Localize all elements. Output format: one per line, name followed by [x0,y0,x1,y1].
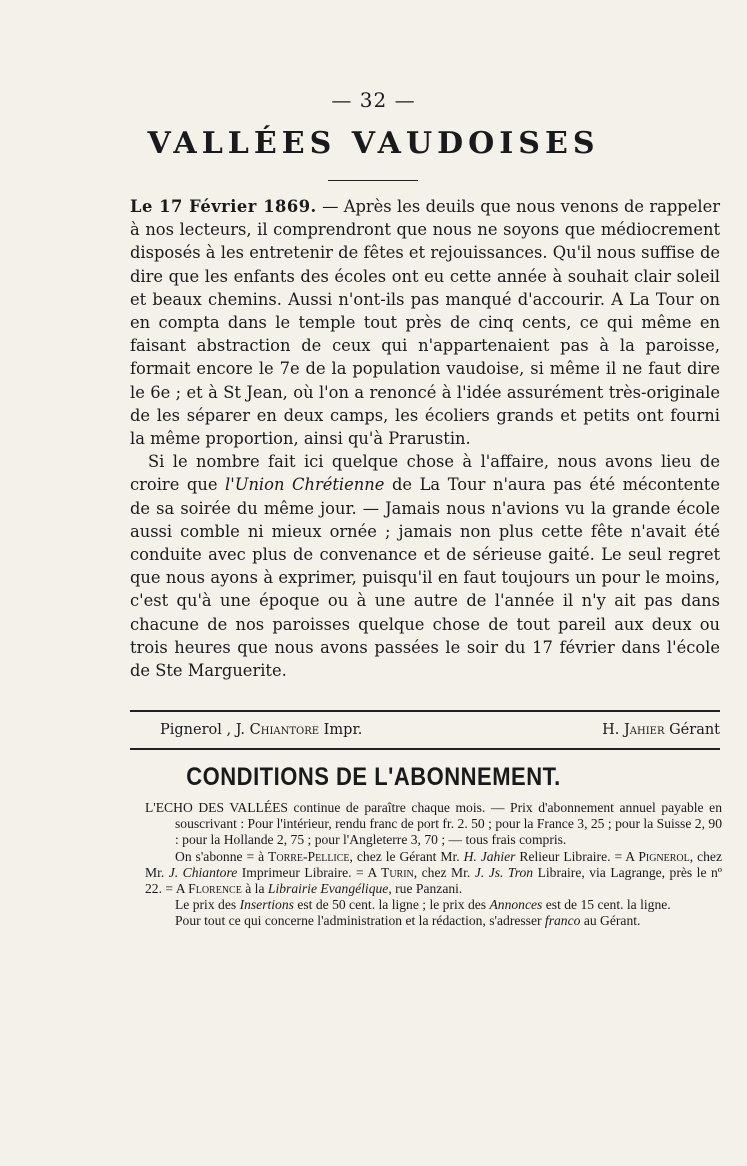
page-number: — 32 — [331,88,416,112]
cond2-chiantore: J. Chiantore [168,864,238,880]
manager-name: Jahier [623,722,665,738]
manager-suffix: Gérant [664,722,720,738]
conditions-paragraph-4 [145,913,722,929]
cond2-libr: Librairie Evangélique [267,881,389,897]
article-dateline: Le 17 Février 1869. [130,197,317,216]
imprint-line [160,722,720,738]
cond2-e: Imprimeur Libraire. = A [237,864,382,880]
section-title: VALLÉES VAUDOISES [147,126,600,161]
article-paragraph-1 [130,195,720,450]
article-paragraph-1-text: — Après les deuils que nous venons de rappeler à nos lecteurs, il comprendront que nous ne soyons que médiocrement disposés à les entretenir de fêtes et rejouissances. Qu'il nous suffise de dire que les enfants des écoles ont eu cette année à souhait clair soleil et beaux chemins. Aussi n'ont-ils pas manqué d'accourir. A La Tour on en compta dans le temple tout près de cinq cents, ce qui même en faisant abstraction de ceux qui n'appartenaient pas à la paroisse, formait encore le 7e de la population vaudoise, si même il ne faut dire le 6e ; et à St Jean, où l'on a renoncé à l'idée assurément très-originale de les séparer en deux camps, les écoliers grands et petits ont fourni la même proportion, ainsi qu'à Prarustin. [130,197,720,449]
footer-rule-top [130,710,720,712]
cond2-g: Libraire, via Lagrange, près le nº 22. = A [145,864,722,897]
cond2-f: , chez Mr. [413,864,475,880]
cond2-d: , chez Mr. [145,848,722,880]
cond4-a: Pour tout ce qui concerne l'administration et la rédaction, s'adresser [175,913,545,929]
printer-prefix: Pignerol , J. [160,722,250,738]
cond3-annonces: Annonces [489,897,543,913]
cond3-insertions: Insertions [239,897,294,913]
cond2-c: Relieur Libraire. = A [515,848,639,864]
cond4-b: au Gérant. [580,913,641,929]
cond2-florence: Florence [188,881,242,897]
article-paragraph-2 [130,450,720,682]
title-divider [328,180,418,181]
cond4-franco: franco [544,913,581,929]
cond2-tron: J. Js. Tron [474,864,534,880]
cond2-h: à la [241,881,268,897]
cond3-b: est de 50 cent. la ligne ; le prix des [293,897,490,913]
manager-prefix: H. [602,722,624,738]
cond2-a: On s'abonne = à [175,848,269,864]
cond2-turin: Turin [381,864,414,880]
footer-rule-bottom [130,748,720,750]
cond2-torre: Torre-Pellice [268,848,350,864]
manager-credit [602,722,720,738]
cond2-jahier: H. Jahier [463,848,516,864]
cond2-pignerol: Pignerol [638,848,690,864]
union-chretienne-title: l'Union Chrétienne [225,475,385,495]
conditions-title: CONDITIONS DE L'ABONNEMENT. [186,762,561,791]
printer-credit [160,722,362,738]
cond3-a: Le prix des [175,897,240,913]
cond2-b: , chez le Gérant Mr. [349,848,464,864]
printer-name: Chiantore [249,722,320,738]
article-paragraph-2-text-b: de La Tour n'aura pas été mécontente de sa soirée du même jour. — Jamais nous n'avions vu la grande école aussi comble ni mieux ornée ; jamais non plus cette fête n'avait été conduite avec plus de convenance et de sérieuse gaité. Le seul regret que nous ayons à exprimer, puisqu'il en faut toujours un pour le moins, c'est qu'à une époque ou à une autre de l'année il n'y ait pas dans chacune de nos paroisses quelque chose de tout pareil aux deux ou trois heures que nous avons passées le soir du 17 février dans l'école de Ste Marguerite. [130,475,720,681]
printer-suffix: Impr. [319,722,363,738]
cond2-i: , rue Panzani. [388,881,463,897]
conditions-body [145,800,722,930]
conditions-paragraph-2 [145,849,722,898]
cond3-c: est de 15 cent. la ligne. [542,897,671,913]
article-paragraph-2-text-a: Si le nombre fait ici quelque chose à l'affaire, nous avons lieu de croire que [130,452,720,495]
conditions-paragraph-3 [145,897,722,913]
conditions-paragraph-1: L'ECHO DES VALLÉES continue de paraître chaque mois. — Prix d'abonnement annuel payable en souscrivant : Pour l'intérieur, rendu franc de port fr. 2. 50 ; pour la France 3, 25 ; pour la Suisse 2, 90 : pour la Hollande 2, 75 ; pour l'Angleterre 3, 70 ; — tous frais compris. [145,800,722,848]
article-body [130,195,720,682]
